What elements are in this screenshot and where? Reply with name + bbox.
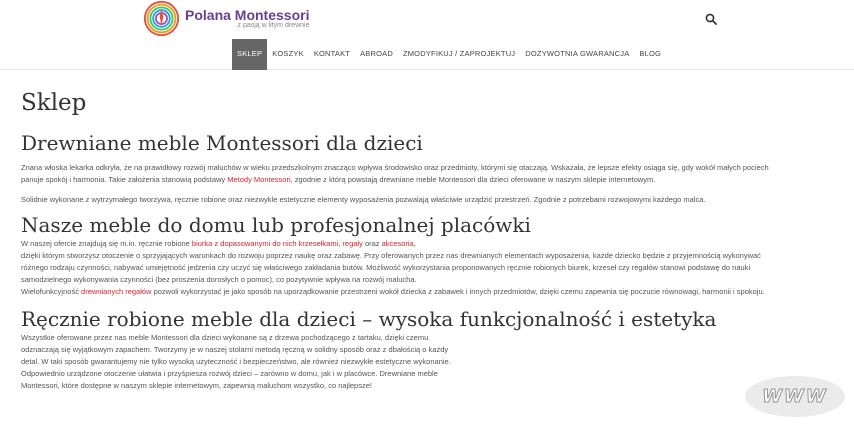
site-header: [0, 0, 854, 70]
link-regaly[interactable]: regały: [342, 239, 363, 248]
page-title: Sklep: [21, 90, 87, 116]
link-metody-montessori[interactable]: Metody Montessori: [227, 175, 291, 184]
site-logo[interactable]: [143, 0, 309, 38]
section-heading-recznie: Ręcznie robione meble dla dzieci – wysoka funkcjonalność i estetyka: [21, 307, 717, 331]
nav-item-koszyk[interactable]: KOSZYK: [272, 49, 304, 58]
nav-item-blog[interactable]: BLOG: [639, 49, 662, 58]
logo-mark-icon: [143, 0, 180, 37]
main-content: [21, 86, 781, 392]
section-heading-meble: Drewniane meble Montessori dla dzieci: [21, 131, 423, 155]
nav-item-abroad[interactable]: ABROAD: [360, 49, 393, 58]
shelves-paragraph: Wielofunkcyjność drewnianych regałów pozwoli wykorzystać je jako sposób na uporządkowanie przestrzeni wokół dziecka z zabawek i innych przedmiotów, dzięki czemu zapewnia się poczucie równowagi, harmonii i spokoju.: [21, 287, 765, 296]
nav-item-zmodyfikuj[interactable]: ZMODYFIKUJ / ZAPROJEKTUJ: [402, 49, 516, 58]
intro-paragraph: Znana włoska lekarka odkryła, że na prawidłowy rozwój maluchów w wieku przedszkolnym znacząco wpływa środowisko oraz przedmioty, którymi się otaczają. Wskazała, że lepsze efekty osiąga się, gdy wokół małych pociech panuje spokój i harmonia. Takie założenia stanowią podstawy Metody Montessori, zgodnie z którą powstają drewniane meble Montessori dla dzieci oferowane w naszym sklepie internetowym.: [21, 163, 769, 184]
search-icon[interactable]: [705, 13, 717, 25]
link-drewnianych-regalow[interactable]: drewnianych regałów: [81, 287, 152, 296]
logo-title: Polana Montessori: [185, 7, 310, 23]
watermark-badge: [745, 376, 845, 417]
watermark-text: WWW: [762, 386, 828, 407]
offer-line: W naszej ofercie znajdują się m.in. ręcznie robione biurka z dopasowanymi do nich krzesełkami, regały oraz akcesoria,: [21, 239, 416, 248]
section-heading-dom: Nasze meble do domu lub profesjonalnej placówki: [21, 213, 531, 237]
link-biurka[interactable]: biurka z dopasowanymi do nich krzesełkami: [191, 239, 339, 248]
offer-body: dzięki którym stworzysz otoczenie o sprzyjających warunkach do rozwoju poprzez naukę oraz zabawę. Przy oferowanych przez nas drewnianych elementach wyposażenia, każde dziecko będzie z przyjemnością wykonywać różnego rodzaju czynności, nabywać umiejętność jedzenia czy uczyć się właściwego zakładania butów. Możliwość wykorzystania proponowanych ręcznie robionych biurek, krzeseł czy regałów stanowi podstawę do nauki samodzielnego wykonywania czynności (bez proszenia dorosłych o pomoc), co pozytywnie wpływa na rozwój malucha.: [21, 251, 761, 284]
logo-subtitle: z pasją w litym drewnie: [237, 22, 310, 29]
nav-item-sklep[interactable]: SKLEP: [232, 39, 267, 70]
nav-item-kontakt[interactable]: KONTAKT: [313, 49, 351, 58]
nav-item-gwarancja[interactable]: DOŻYWOTNIA GWARANCJA: [525, 49, 630, 58]
main-nav: [232, 39, 666, 70]
handmade-paragraph: Wszystkie oferowane przez nas meble Montessori dla dzieci wykonane są z drzewa pochodzącego z tartaku, dzięki czemu odznaczają się wyjątkowym zapachem. Tworzymy je w naszej stolarni metodą ręczną w solidny sposób oraz z dbałością o każdy detal. W taki sposób gwarantujemy nie tylko wysoką użyteczność i bezpieczeństwo, ale również niezwykłe estetyczne wykonanie.: [21, 333, 451, 366]
link-akcesoria[interactable]: akcesoria: [381, 239, 414, 248]
solid-paragraph: Solidnie wykonane z wytrzymałego tworzywa, ręcznie robione oraz niezwykle estetyczne elementy wyposażenia pozwalają właściwie urządzić przestrzeń. Zgodnie z potrzebami rozwojowymi każdego malca.: [21, 195, 706, 204]
environment-paragraph: Odpowiednio urządzone otoczenie ułatwia i przyśpiesza rozwój dzieci – zarówno w domu, jak i w placówce. Drewniane meble Montessori, które dostępne w naszym sklepie internetowym, zapewnią maluchom wszystko, co najlepsze!: [21, 369, 438, 390]
